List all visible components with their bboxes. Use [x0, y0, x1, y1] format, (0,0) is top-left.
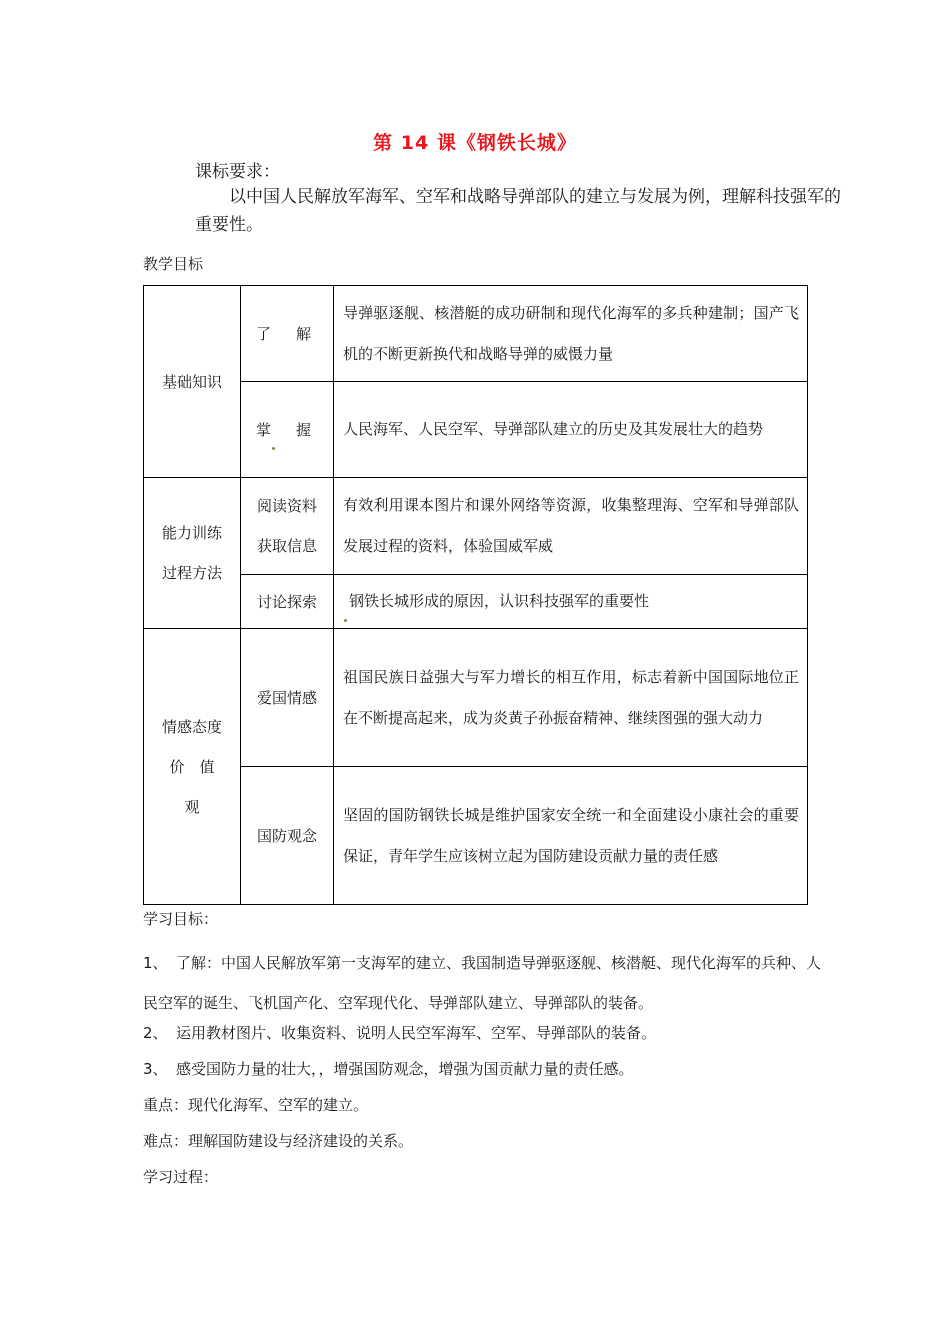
reading-content: 有效利用课本图片和课外网络等资源，收集整理海、空军和导弹部队发展过程的资料，体验国威军威 [334, 478, 808, 575]
category-emotion: 情感态度 价 值 观 [144, 629, 241, 905]
learning-goal-item: 2、 运用教材图片、收集资料、说明人民空军海军、空军、导弹部队的装备。 [143, 1024, 657, 1042]
learning-goal-item: 1、 了解：中国人民解放军第一支海军的建立、我国制造导弹驱逐舰、核潜艇、现代化海军的兵种、人民空军的诞生、飞机国产化、空军现代化、导弹部队建立、导弹部队的装备。 [143, 954, 822, 1012]
label-understand: 了 解 [241, 286, 334, 382]
defense-content: 坚固的国防钢铁长城是维护国家安全统一和全面建设小康社会的重要保证，青年学生应该树立起为国防建设贡献力量的责任感 [334, 767, 808, 905]
teaching-goals-table [143, 285, 808, 905]
category-basic-knowledge: 基础知识 [144, 286, 241, 478]
label-reading: 阅读资料 获取信息 [241, 478, 334, 575]
marker-dot [344, 619, 347, 622]
process-label: 学习过程： [143, 1168, 219, 1186]
learning-goals-label: 学习目标： [143, 910, 219, 928]
key-point: 重点：现代化海军、空军的建立。 [143, 1096, 369, 1114]
curriculum-label: 课标要求： [195, 162, 280, 182]
master-content: 人民海军、人民空军、导弹部队建立的历史及其发展壮大的趋势 [334, 382, 808, 478]
label-defense: 国防观念 [241, 767, 334, 905]
learning-goal-item: 3、 感受国防力量的壮大，，增强国防观念，增强为国贡献力量的责任感。 [143, 1060, 634, 1078]
label-discussion: 讨论探索 [241, 575, 334, 629]
label-master: 掌 握 [241, 382, 334, 478]
category-ability: 能力训练 过程方法 [144, 478, 241, 629]
patriotism-content: 祖国民族日益强大与军力增长的相互作用，标志着新中国国际地位正在不断提高起来，成为炎黄子孙振奋精神、继续图强的强大动力 [334, 629, 808, 767]
understand-content: 导弹驱逐舰、核潜艇的成功研制和现代化海军的多兵种建制；国产飞机的不断更新换代和战略导弹的威慑力量 [334, 286, 808, 382]
marker-dot [272, 447, 275, 450]
curriculum-text: 以中国人民解放军海军、空军和战略导弹部队的建立与发展为例，理解科技强军的重要性。 [195, 187, 841, 235]
teaching-goals-label: 教学目标 [143, 255, 204, 273]
difficult-point: 难点：理解国防建设与经济建设的关系。 [143, 1132, 414, 1150]
discussion-content: 钢铁长城形成的原因，认识科技强军的重要性 [334, 575, 808, 629]
page-title: 第 14 课《钢铁长城》 [373, 132, 577, 154]
label-patriotism: 爱国情感 [241, 629, 334, 767]
